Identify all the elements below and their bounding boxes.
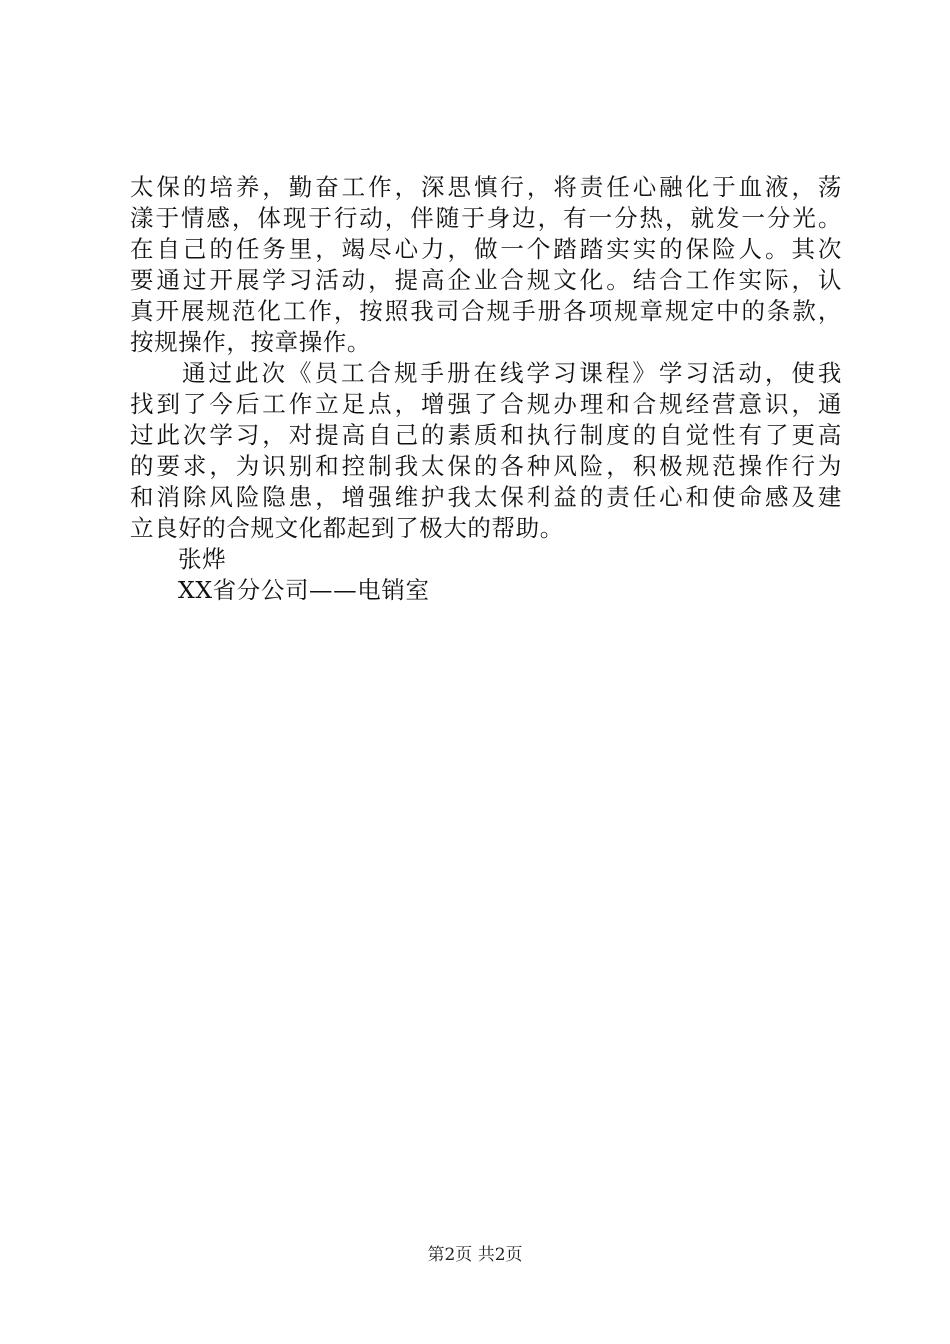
text-line: 的要求，为识别和控制我太保的各种风险，积极规范操作行为 bbox=[130, 452, 842, 480]
text-line: 漾于情感，体现于行动，伴随于身边，有一分热，就发一分光。 bbox=[130, 204, 842, 232]
text-line: 按规操作，按章操作。 bbox=[130, 328, 371, 356]
text-line: 真开展规范化工作，按照我司合规手册各项规章规定中的条款， bbox=[130, 297, 842, 325]
signature-organization: XX省分公司——电销室 bbox=[178, 576, 430, 604]
text-line: 在自己的任务里，竭尽心力，做一个踏踏实实的保险人。其次 bbox=[130, 235, 842, 263]
text-line: 太保的培养，勤奋工作，深思慎行，将责任心融化于血液，荡 bbox=[130, 173, 842, 201]
paragraph-1 bbox=[130, 172, 842, 358]
signature-name: 张烨 bbox=[178, 545, 227, 573]
page-number-footer: 第2页 共2页 bbox=[427, 1245, 523, 1265]
text-line: 要通过开展学习活动，提高企业合规文化。结合工作实际，认 bbox=[130, 266, 842, 294]
text-line: 通过此次《员工合规手册在线学习课程》学习活动，使我 bbox=[182, 359, 842, 387]
document-body bbox=[130, 172, 842, 606]
text-line: 和消除风险隐患，增强维护我太保利益的责任心和使命感及建 bbox=[130, 483, 842, 511]
text-line: 立良好的合规文化都起到了极大的帮助。 bbox=[130, 514, 564, 542]
text-line: 过此次学习，对提高自己的素质和执行制度的自觉性有了更高 bbox=[130, 421, 842, 449]
text-line: 找到了今后工作立足点，增强了合规办理和合规经营意识，通 bbox=[130, 390, 842, 418]
paragraph-2 bbox=[130, 358, 842, 544]
